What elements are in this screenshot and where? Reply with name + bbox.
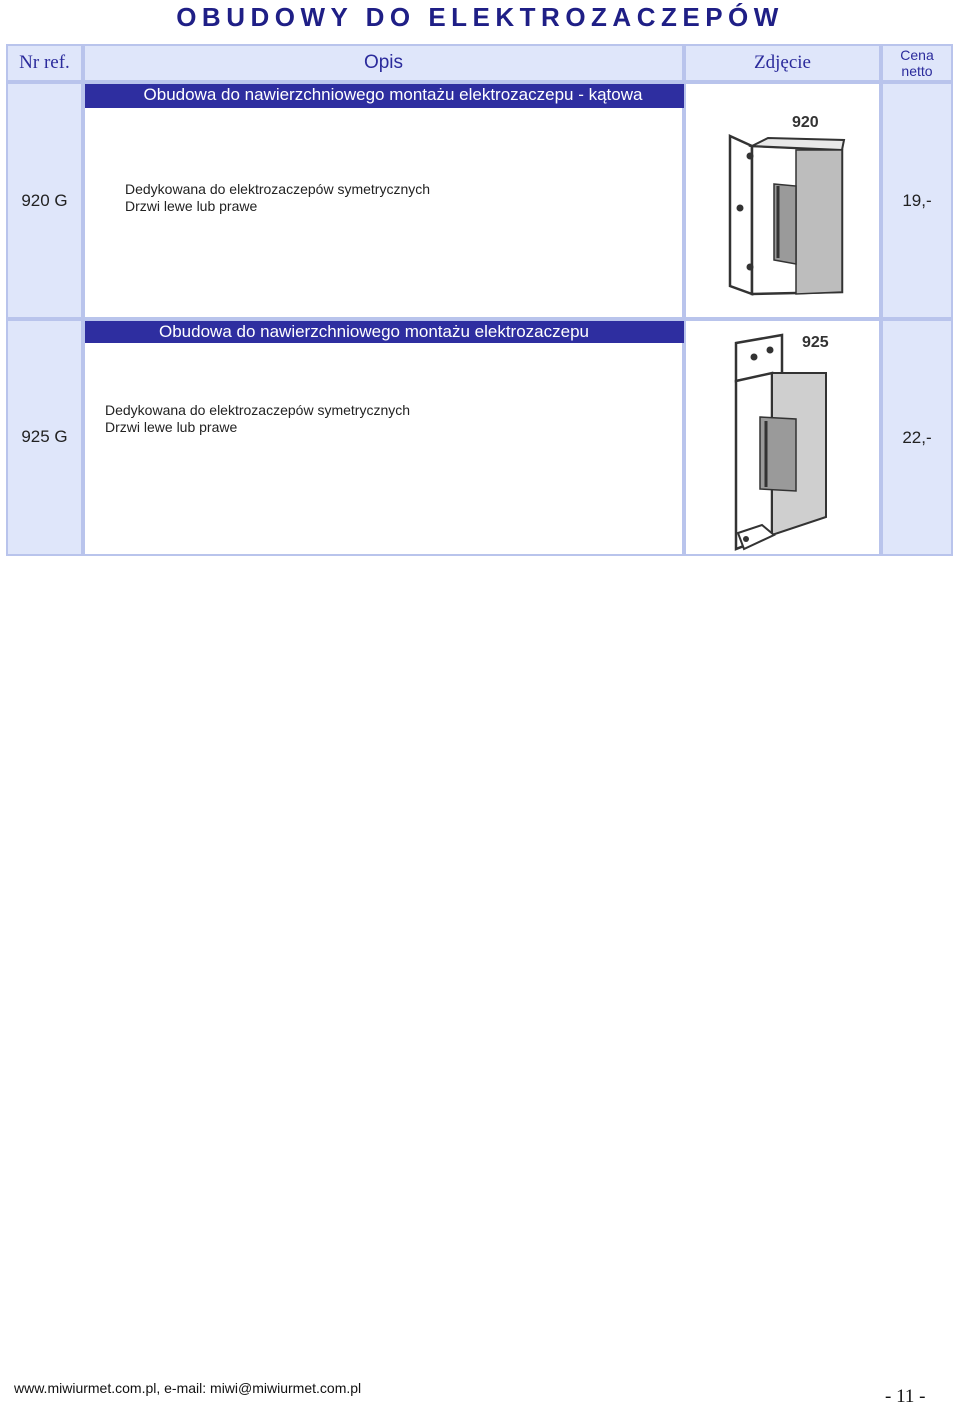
table-row-photo — [684, 82, 881, 319]
strike-housing-925-image — [686, 321, 879, 554]
page-title: OBUDOWY DO ELEKTROZACZEPÓW — [176, 2, 784, 32]
table-row-price — [881, 82, 953, 319]
desc-line-2: Drzwi lewe lub prawe — [125, 198, 258, 214]
header-photo — [684, 44, 881, 82]
table-row-desc — [83, 319, 684, 556]
table-row-ref — [6, 82, 83, 319]
photo-label-925: 925 — [802, 334, 829, 351]
table-row-ref — [6, 319, 83, 556]
strike-housing-920-image — [686, 84, 879, 317]
header-desc — [83, 44, 684, 82]
header-price-label-2: netto — [901, 63, 933, 79]
table-row-photo — [684, 319, 881, 556]
price-value: 19,- — [902, 190, 932, 210]
price-value: 22,- — [902, 427, 932, 447]
header-ref — [6, 44, 83, 82]
ref-value: 920 G — [21, 190, 68, 210]
footer-contact: www.miwiurmet.com.pl, e-mail: miwi@miwiurmet.com.pl — [14, 1380, 362, 1396]
page-number: - 11 - — [885, 1386, 926, 1407]
header-photo-label: Zdjęcie — [754, 52, 811, 73]
header-ref-label: Nr ref. — [19, 52, 70, 73]
desc-line-2: Drzwi lewe lub prawe — [105, 419, 238, 435]
section-title-band: Obudowa do nawierzchniowego montażu elektrozaczepu - kątowa — [85, 84, 685, 108]
table-row-price — [881, 319, 953, 556]
header-price-label-1: Cena — [900, 47, 934, 63]
photo-label-920: 920 — [792, 114, 819, 131]
ref-value: 925 G — [21, 426, 68, 446]
desc-line-1: Dedykowana do elektrozaczepów symetrycznych — [125, 181, 431, 197]
section-title-band: Obudowa do nawierzchniowego montażu elektrozaczepu — [85, 321, 685, 343]
desc-line-1: Dedykowana do elektrozaczepów symetrycznych — [105, 402, 411, 418]
header-price — [881, 44, 953, 82]
header-desc-label: Opis — [363, 52, 404, 73]
